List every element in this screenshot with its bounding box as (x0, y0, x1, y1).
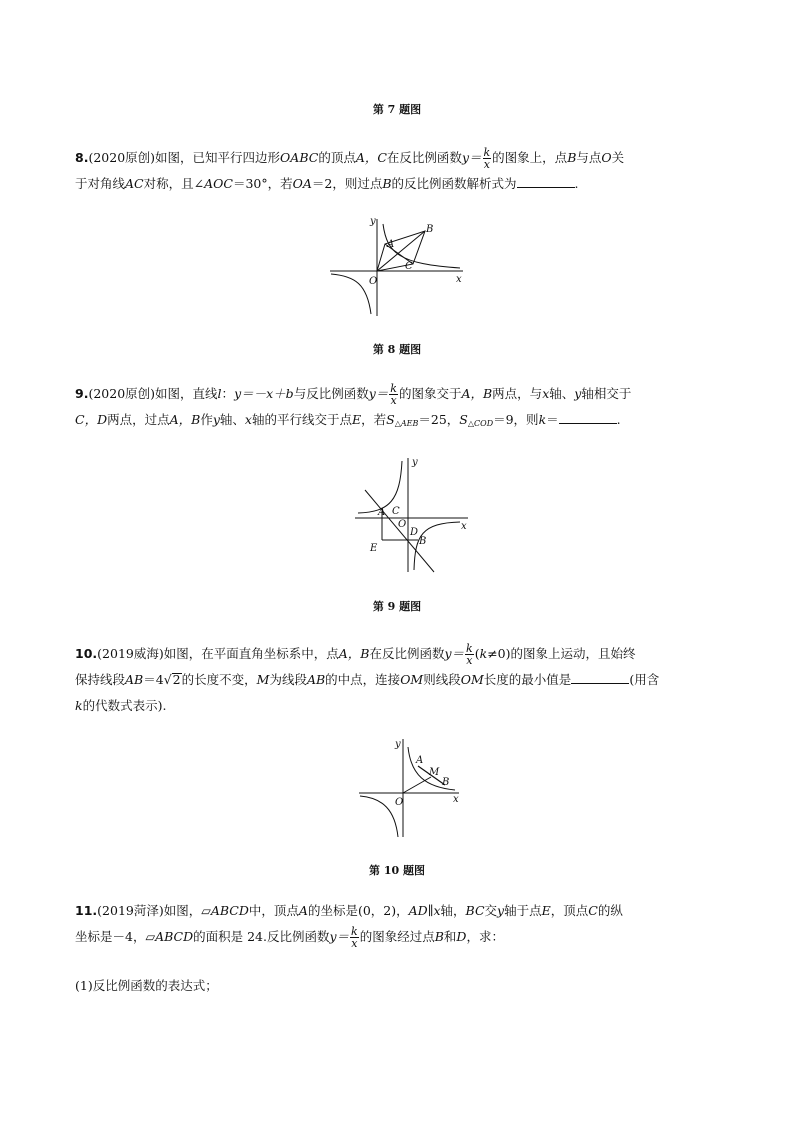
y-label: y (370, 216, 376, 227)
sqrt-radicand: 2 (172, 672, 181, 687)
figure-9-caption: 第 9 题图 (372, 600, 422, 613)
fraction-k-over-x: $\frac{k}{x}$ (351, 925, 358, 950)
hyperbola-branch-1 (383, 224, 460, 268)
y-label: y (412, 457, 418, 468)
x-label: x (453, 794, 459, 805)
segment-om (403, 777, 431, 793)
label-o: O (369, 276, 378, 287)
label-a: A (378, 507, 386, 518)
label-e: E (370, 543, 378, 554)
question-number: 8. (75, 150, 89, 165)
label-o: O (395, 797, 404, 808)
question-number: 11. (75, 903, 98, 918)
figure-10-caption: 第 10 题图 (369, 864, 425, 877)
hyperbola-branch-2 (331, 274, 371, 314)
question-number: 10. (75, 646, 98, 661)
question-8: 8.(2020原创)如图，已知平行四边形OABC的顶点A，C在反比例函数y＝ $\frac{k}{x}$ 的图象上，点B与点O关 于对角线AC对称，且∠AOC＝30°，若OA＝2，则过点B的反比例函数解析式为 . (75, 146, 625, 191)
label-c: C (392, 506, 400, 517)
label-b: B (426, 224, 434, 235)
figure-8 (325, 214, 470, 319)
question-source: (2019菏泽) (97, 903, 164, 918)
answer-blank[interactable] (517, 175, 575, 188)
figure-7-caption: 第 7 题图 (372, 103, 422, 116)
y-label: y (395, 739, 401, 750)
label-a: A (387, 239, 395, 250)
answer-blank[interactable] (571, 671, 629, 684)
label-m: M (429, 767, 440, 778)
label-b: B (419, 536, 427, 547)
sub-question-1: (1)反比例函数的表达式； (75, 978, 218, 993)
figure-8-caption: 第 8 题图 (372, 343, 422, 356)
question-10: 10.(2019威海)如图，在平面直角坐标系中，点A，B在反比例函数y＝ $\frac{k}{x}$ (k≠0)的图象上运动，且始终 保持线段AB＝4√2的长度不变，M为线段AB的中点，连接OM则线段OM长度的最小值是 (用含 k的代数式表示). (75, 642, 660, 713)
x-label: x (456, 274, 462, 285)
line-l (365, 490, 434, 572)
fraction-k-over-x: $\frac{k}{x}$ (390, 382, 397, 407)
fraction-k-over-x: $\frac{k}{x}$ (483, 146, 491, 171)
question-source: (2020原创) (88, 386, 156, 401)
question-11: 11.(2019菏泽)如图，▱ABCD中，顶点A的坐标是(0，2)，AD∥x轴，BC交y轴于点E，顶点C的纵 坐标是－4，▱ABCD的面积是 24.反比例函数y＝ $\frac{k}{x}$ 的图象经过点B和D，求： (75, 903, 623, 950)
figure-10 (355, 735, 470, 840)
fraction-k-over-x: $\frac{k}{x}$ (466, 642, 473, 667)
x-label: x (461, 521, 467, 532)
label-d: D (410, 527, 419, 538)
label-a: A (416, 755, 424, 766)
answer-blank[interactable] (559, 411, 617, 424)
question-9: 9.(2020原创)如图，直线l：y＝－x＋b与反比例函数y＝ $\frac{k}{x}$ 的图象交于A，B两点，与x轴、y轴相交于 C，D两点，过点A，B作y轴、x轴的平行线交于点E，若$S_{\triangle AEB}=25$，$S_{\triangle COD}=9$，则k＝ . (75, 382, 632, 428)
label-c: C (405, 261, 413, 272)
label-b: B (442, 777, 450, 788)
question-number: 9. (75, 386, 89, 401)
question-source: (2020原创) (88, 150, 156, 165)
figure-9 (350, 455, 475, 575)
sqrt-sign: √ (163, 672, 172, 687)
label-o: O (398, 519, 407, 530)
question-source: (2019威海) (97, 646, 164, 661)
hyperbola-branch-2 (360, 796, 398, 837)
